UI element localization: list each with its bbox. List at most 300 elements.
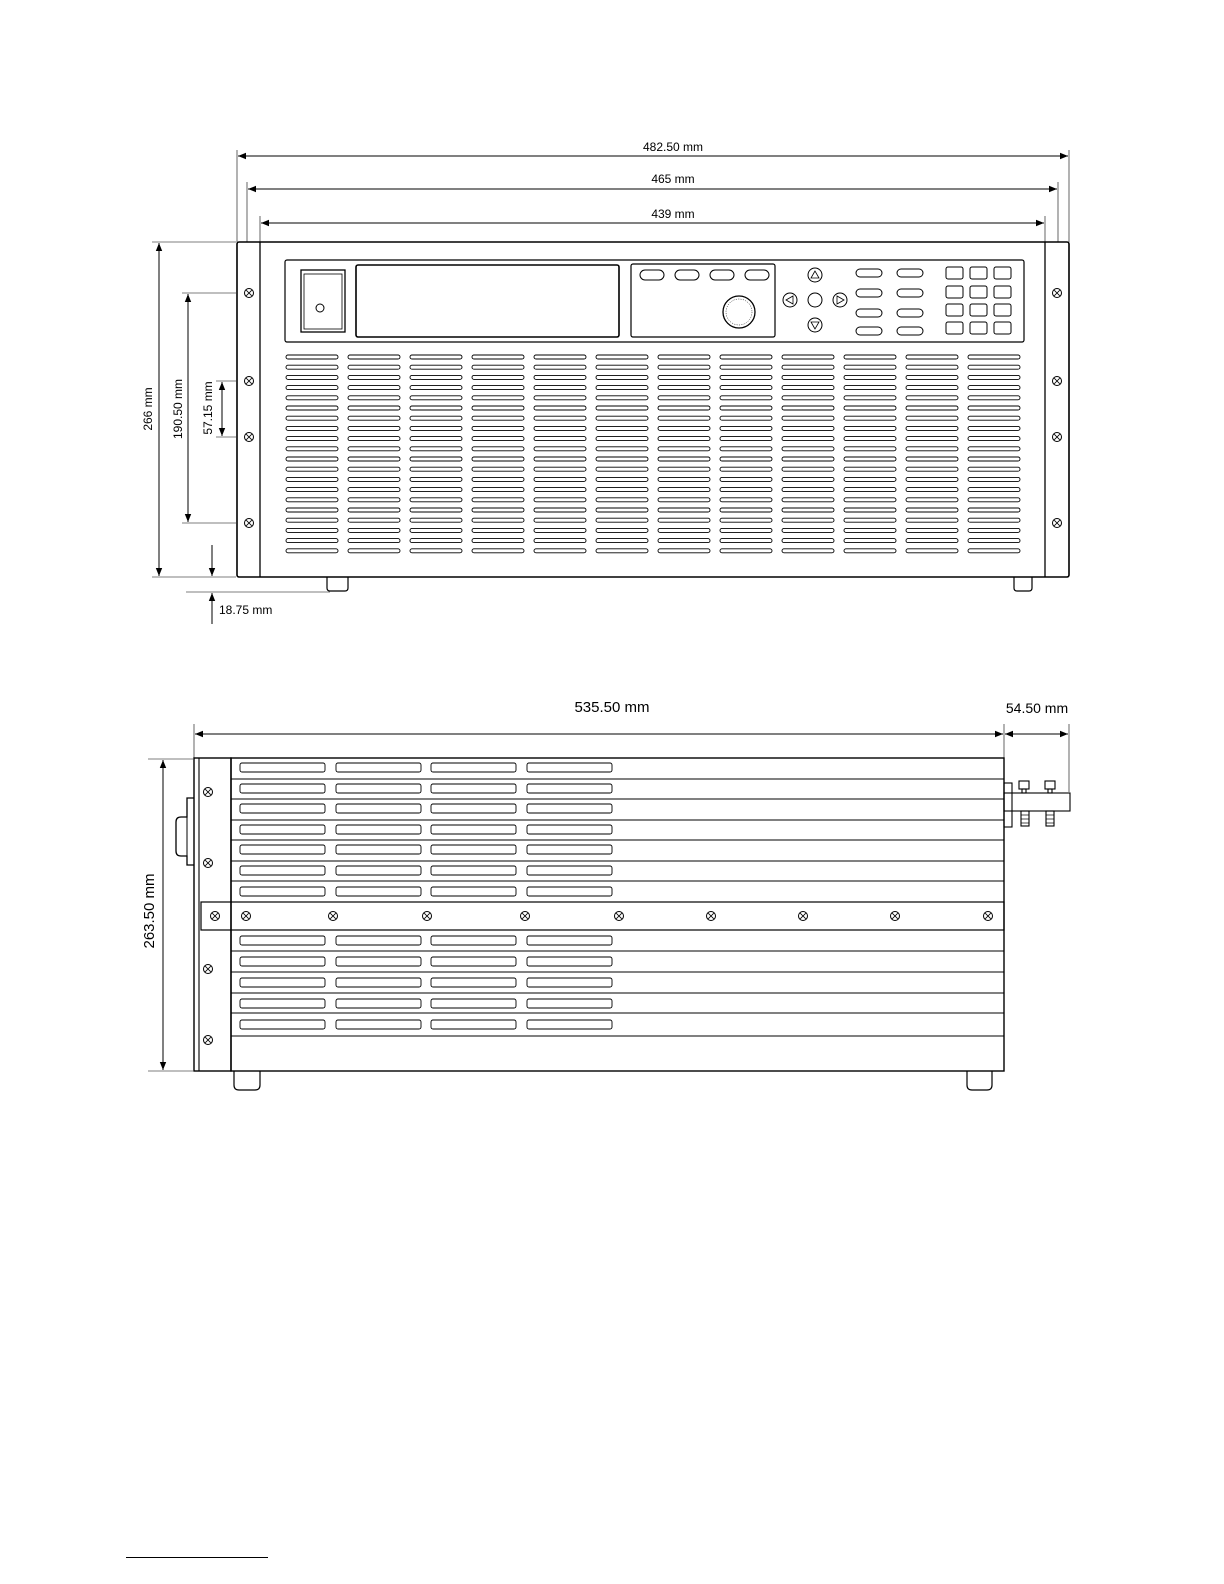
function-key-button bbox=[856, 327, 882, 335]
vent-slot bbox=[596, 447, 648, 451]
depth-body-label: 535.50 mm bbox=[574, 699, 650, 716]
vent-slot bbox=[658, 549, 710, 553]
side-vent-slot bbox=[240, 763, 325, 772]
vent-slot bbox=[844, 528, 896, 532]
rail-screw-icon bbox=[891, 912, 900, 921]
vent-slot bbox=[534, 426, 586, 430]
side-vent-slot bbox=[431, 887, 516, 896]
side-vent-slot bbox=[240, 978, 325, 987]
vent-slot bbox=[596, 539, 648, 543]
vent-slot bbox=[286, 375, 338, 379]
vent-slot bbox=[286, 457, 338, 461]
vent-slot bbox=[906, 467, 958, 471]
vent-slot bbox=[534, 396, 586, 400]
side-vent-slot bbox=[240, 999, 325, 1008]
side-foot-right bbox=[967, 1071, 992, 1090]
footnote-separator bbox=[126, 1557, 268, 1558]
vent-slot bbox=[348, 528, 400, 532]
vent-slot bbox=[906, 437, 958, 441]
function-key-button bbox=[897, 269, 923, 277]
vent-slot bbox=[968, 447, 1020, 451]
vent-slot bbox=[472, 477, 524, 481]
vent-slot bbox=[782, 467, 834, 471]
vent-slot bbox=[782, 386, 834, 390]
width-total-label: 482.50 mm bbox=[642, 140, 704, 154]
ear-screw-icon bbox=[204, 859, 213, 868]
vent-slot bbox=[658, 365, 710, 369]
vent-slot bbox=[348, 406, 400, 410]
vent-slot bbox=[348, 416, 400, 420]
vent-slot bbox=[596, 386, 648, 390]
vent-slot bbox=[844, 355, 896, 359]
rotary-knob bbox=[723, 296, 755, 328]
vent-slot bbox=[658, 447, 710, 451]
rail-screw-icon bbox=[521, 912, 530, 921]
numeric-key-button bbox=[994, 322, 1011, 334]
vent-slot bbox=[286, 508, 338, 512]
ear-screw-icon bbox=[204, 788, 213, 797]
control-panel-frame bbox=[285, 260, 1024, 342]
vent-slot bbox=[472, 467, 524, 471]
side-vent-slot bbox=[431, 804, 516, 813]
vent-slot bbox=[534, 528, 586, 532]
vent-slot bbox=[906, 416, 958, 420]
vent-slot bbox=[410, 416, 462, 420]
vent-slot bbox=[720, 365, 772, 369]
vent-slot bbox=[906, 426, 958, 430]
vent-slot bbox=[534, 477, 586, 481]
vent-slot bbox=[534, 355, 586, 359]
vent-slot bbox=[472, 386, 524, 390]
vent-slot bbox=[782, 539, 834, 543]
vent-slot bbox=[844, 498, 896, 502]
vent-slot bbox=[286, 539, 338, 543]
function-key-button bbox=[856, 269, 882, 277]
vent-slot bbox=[286, 518, 338, 522]
vent-slot bbox=[720, 508, 772, 512]
side-vent-slot bbox=[431, 999, 516, 1008]
vent-slot bbox=[720, 416, 772, 420]
side-vent-slot bbox=[240, 784, 325, 793]
vent-slot bbox=[906, 518, 958, 522]
vent-slot bbox=[410, 406, 462, 410]
softkey-button bbox=[675, 270, 699, 280]
vent-slot bbox=[782, 396, 834, 400]
vent-slot bbox=[596, 406, 648, 410]
vent-slot bbox=[410, 498, 462, 502]
vent-slot bbox=[348, 508, 400, 512]
vent-slot bbox=[844, 477, 896, 481]
vent-slot bbox=[348, 426, 400, 430]
vent-slot bbox=[720, 518, 772, 522]
power-switch-housing bbox=[301, 270, 345, 332]
front-panel-outline bbox=[237, 242, 1069, 577]
vent-slot bbox=[720, 386, 772, 390]
vent-slot bbox=[286, 406, 338, 410]
side-vent-slot bbox=[527, 866, 612, 875]
vent-slot bbox=[968, 365, 1020, 369]
side-vent-slot bbox=[336, 763, 421, 772]
vent-slot bbox=[968, 386, 1020, 390]
vent-slot bbox=[844, 518, 896, 522]
vent-slot bbox=[596, 467, 648, 471]
vent-slot bbox=[968, 426, 1020, 430]
vent-slot bbox=[286, 549, 338, 553]
vent-slot bbox=[472, 508, 524, 512]
side-vent-slot bbox=[336, 887, 421, 896]
vent-slot bbox=[472, 498, 524, 502]
rack-screw-icon bbox=[245, 519, 254, 528]
vent-slot bbox=[410, 447, 462, 451]
vent-slot bbox=[596, 396, 648, 400]
vent-slot bbox=[658, 406, 710, 410]
hole-spacing-outer-label: 190.50 mm bbox=[171, 378, 185, 440]
side-vent-slot bbox=[336, 784, 421, 793]
handle bbox=[176, 798, 194, 865]
side-vent-slot bbox=[336, 1020, 421, 1029]
power-indicator-icon bbox=[316, 304, 324, 312]
vent-slot bbox=[906, 508, 958, 512]
vent-slot bbox=[658, 518, 710, 522]
vent-slot bbox=[782, 508, 834, 512]
side-vent-slot bbox=[336, 999, 421, 1008]
side-vent-slot bbox=[431, 825, 516, 834]
side-vent-slot bbox=[336, 866, 421, 875]
vent-slot bbox=[844, 416, 896, 420]
vent-slot bbox=[534, 416, 586, 420]
vent-slot bbox=[472, 528, 524, 532]
side-vent-slot bbox=[431, 978, 516, 987]
vent-slot bbox=[410, 477, 462, 481]
vent-slot bbox=[348, 447, 400, 451]
vent-slot bbox=[968, 396, 1020, 400]
vent-slot bbox=[472, 539, 524, 543]
front-foot-right bbox=[1014, 577, 1032, 591]
front-foot-left bbox=[327, 577, 348, 591]
vent-slot bbox=[472, 447, 524, 451]
vent-slot bbox=[348, 355, 400, 359]
vent-slot bbox=[534, 406, 586, 410]
vent-slot bbox=[410, 375, 462, 379]
vent-slot bbox=[844, 375, 896, 379]
side-vent-slot bbox=[240, 845, 325, 854]
vent-slot bbox=[472, 396, 524, 400]
side-vent-slot bbox=[431, 1020, 516, 1029]
vent-slot bbox=[348, 498, 400, 502]
side-vent-slot bbox=[240, 1020, 325, 1029]
vent-slot bbox=[720, 549, 772, 553]
side-vent-slot bbox=[431, 957, 516, 966]
vent-slot bbox=[968, 549, 1020, 553]
vent-slot bbox=[596, 426, 648, 430]
side-vent-slot bbox=[336, 936, 421, 945]
function-key-button bbox=[897, 309, 923, 317]
vent-slot bbox=[782, 498, 834, 502]
rail-screw-icon bbox=[242, 912, 251, 921]
vent-slot bbox=[658, 437, 710, 441]
vent-slot bbox=[658, 386, 710, 390]
vent-slot bbox=[968, 457, 1020, 461]
vent-slot bbox=[782, 488, 834, 492]
vent-slot bbox=[472, 437, 524, 441]
vent-slot bbox=[410, 518, 462, 522]
vent-slot bbox=[968, 375, 1020, 379]
vent-slot bbox=[968, 518, 1020, 522]
vent-slot bbox=[844, 396, 896, 400]
vent-slot bbox=[720, 375, 772, 379]
vent-slot bbox=[720, 396, 772, 400]
side-vent-slot bbox=[527, 887, 612, 896]
vent-slot bbox=[410, 396, 462, 400]
depth-terminals-label: 54.50 mm bbox=[1005, 700, 1069, 716]
vent-slot bbox=[720, 467, 772, 471]
rack-screw-icon bbox=[245, 289, 254, 298]
vent-slot bbox=[658, 488, 710, 492]
vent-slot bbox=[596, 498, 648, 502]
vent-slot bbox=[658, 396, 710, 400]
vent-slot bbox=[410, 426, 462, 430]
vent-slot bbox=[906, 447, 958, 451]
vent-slot bbox=[410, 365, 462, 369]
vent-slot bbox=[534, 488, 586, 492]
vent-slot bbox=[906, 355, 958, 359]
vent-slot bbox=[968, 416, 1020, 420]
softkey-button bbox=[745, 270, 769, 280]
side-vent-slot bbox=[240, 825, 325, 834]
vent-slot bbox=[348, 437, 400, 441]
vent-slot bbox=[720, 406, 772, 410]
vent-slot bbox=[596, 457, 648, 461]
vent-slot bbox=[286, 528, 338, 532]
vent-slot bbox=[844, 508, 896, 512]
vent-slot bbox=[286, 396, 338, 400]
vent-slot bbox=[534, 386, 586, 390]
vent-slot bbox=[348, 539, 400, 543]
vent-slot bbox=[658, 375, 710, 379]
function-key-button bbox=[897, 327, 923, 335]
vent-slot bbox=[720, 539, 772, 543]
vent-slot bbox=[472, 416, 524, 420]
vent-slot bbox=[534, 498, 586, 502]
vent-slot bbox=[844, 488, 896, 492]
vent-slot bbox=[596, 518, 648, 522]
arrow-down-button bbox=[808, 318, 822, 332]
vent-slot bbox=[410, 355, 462, 359]
vent-slot bbox=[534, 457, 586, 461]
vent-slot bbox=[782, 437, 834, 441]
vent-slot bbox=[782, 426, 834, 430]
softkey-button bbox=[640, 270, 664, 280]
rack-screw-icon bbox=[1053, 433, 1062, 442]
vent-slot bbox=[534, 447, 586, 451]
center-button bbox=[808, 293, 822, 307]
rail-screw-icon bbox=[707, 912, 716, 921]
vent-slot bbox=[410, 457, 462, 461]
side-vent-slot bbox=[431, 936, 516, 945]
vent-slot bbox=[968, 467, 1020, 471]
vent-slot bbox=[906, 488, 958, 492]
function-key-button bbox=[897, 289, 923, 297]
vent-slot bbox=[472, 426, 524, 430]
vent-slot bbox=[720, 477, 772, 481]
vent-slot bbox=[968, 437, 1020, 441]
vent-slot bbox=[844, 457, 896, 461]
side-vent-slot bbox=[431, 866, 516, 875]
vent-slot bbox=[472, 355, 524, 359]
arrow-left-button bbox=[783, 293, 797, 307]
arrow-up-button bbox=[808, 268, 822, 282]
vent-slot bbox=[906, 498, 958, 502]
vent-slot bbox=[410, 386, 462, 390]
vent-slot bbox=[658, 457, 710, 461]
vent-slot bbox=[410, 549, 462, 553]
rack-screw-icon bbox=[1053, 519, 1062, 528]
vent-slot bbox=[844, 406, 896, 410]
vent-slot bbox=[782, 447, 834, 451]
vent-slot bbox=[286, 386, 338, 390]
vent-slot bbox=[286, 447, 338, 451]
vent-slot bbox=[658, 416, 710, 420]
vent-slot bbox=[348, 549, 400, 553]
vent-slot bbox=[968, 539, 1020, 543]
vent-slot bbox=[844, 447, 896, 451]
vent-slot bbox=[906, 406, 958, 410]
numeric-key-button bbox=[970, 322, 987, 334]
vent-slot bbox=[720, 528, 772, 532]
width-body-label: 439 mm bbox=[651, 207, 695, 221]
vent-slot bbox=[286, 355, 338, 359]
output-terminals bbox=[1004, 781, 1070, 827]
vent-slot bbox=[720, 488, 772, 492]
vent-slot bbox=[844, 539, 896, 543]
vent-slot bbox=[658, 528, 710, 532]
vent-slot bbox=[348, 467, 400, 471]
rail-screw-icon bbox=[423, 912, 432, 921]
numeric-key-button bbox=[946, 286, 963, 298]
numeric-key-button bbox=[994, 286, 1011, 298]
side-vent-slot bbox=[431, 845, 516, 854]
side-vent-slot bbox=[527, 999, 612, 1008]
vent-slot bbox=[906, 477, 958, 481]
vent-slot bbox=[906, 457, 958, 461]
numeric-key-button bbox=[946, 304, 963, 316]
height-total-label: 266 mm bbox=[141, 387, 155, 431]
vent-slot bbox=[534, 508, 586, 512]
vent-slot bbox=[410, 437, 462, 441]
vent-slot bbox=[410, 488, 462, 492]
vent-slot bbox=[782, 518, 834, 522]
vent-slot bbox=[410, 528, 462, 532]
vent-slot bbox=[472, 406, 524, 410]
vent-slot bbox=[286, 488, 338, 492]
vent-slot bbox=[348, 477, 400, 481]
vent-slot bbox=[782, 457, 834, 461]
vent-slot bbox=[968, 498, 1020, 502]
vent-slot bbox=[286, 467, 338, 471]
vent-slot bbox=[782, 355, 834, 359]
vent-slot bbox=[906, 375, 958, 379]
vent-slot bbox=[906, 539, 958, 543]
vent-slot bbox=[658, 426, 710, 430]
vent-slot bbox=[906, 386, 958, 390]
rail-screw-icon bbox=[615, 912, 624, 921]
function-key-button bbox=[856, 309, 882, 317]
side-vent-slot bbox=[527, 763, 612, 772]
side-vent-slot bbox=[431, 784, 516, 793]
vent-slot bbox=[720, 457, 772, 461]
side-vent-slot bbox=[527, 936, 612, 945]
function-key-button bbox=[856, 289, 882, 297]
side-foot-left bbox=[234, 1071, 260, 1090]
side-height-label: 263.50 mm bbox=[141, 873, 158, 949]
vent-slot bbox=[534, 467, 586, 471]
vent-slot bbox=[782, 416, 834, 420]
width-mount-label: 465 mm bbox=[651, 172, 695, 186]
vent-slot bbox=[410, 467, 462, 471]
rack-screw-icon bbox=[245, 377, 254, 386]
vent-slot bbox=[596, 416, 648, 420]
vent-slot bbox=[968, 508, 1020, 512]
vent-slot bbox=[286, 365, 338, 369]
vent-slot bbox=[472, 457, 524, 461]
side-vent-slot bbox=[527, 978, 612, 987]
side-vent-slot bbox=[336, 825, 421, 834]
vent-slot bbox=[596, 365, 648, 369]
vent-slot bbox=[410, 508, 462, 512]
vent-slot bbox=[534, 437, 586, 441]
side-vent-slot bbox=[240, 866, 325, 875]
keypad-panel bbox=[631, 264, 775, 337]
vent-slot bbox=[348, 518, 400, 522]
rail-screw-icon bbox=[984, 912, 993, 921]
vent-slot bbox=[286, 477, 338, 481]
vent-slot bbox=[720, 498, 772, 502]
vent-slot bbox=[906, 365, 958, 369]
vent-slot bbox=[410, 539, 462, 543]
vent-slot bbox=[782, 406, 834, 410]
vent-slot bbox=[782, 375, 834, 379]
power-switch bbox=[304, 274, 342, 329]
vent-slot bbox=[596, 355, 648, 359]
vent-slot bbox=[534, 518, 586, 522]
numeric-key-button bbox=[946, 322, 963, 334]
vent-slot bbox=[472, 518, 524, 522]
side-vent-slot bbox=[240, 887, 325, 896]
rail-screw-icon bbox=[211, 912, 220, 921]
numeric-key-button bbox=[946, 267, 963, 279]
side-vent-slot bbox=[240, 936, 325, 945]
side-vent-slot bbox=[240, 804, 325, 813]
vent-slot bbox=[968, 528, 1020, 532]
side-vent-slot bbox=[527, 957, 612, 966]
vent-slot bbox=[968, 355, 1020, 359]
vent-slot bbox=[658, 539, 710, 543]
vent-slot bbox=[286, 437, 338, 441]
foot-offset-label: 18.75 mm bbox=[219, 603, 273, 617]
side-vent-slot bbox=[527, 804, 612, 813]
side-vent-slot bbox=[527, 1020, 612, 1029]
vent-slot bbox=[844, 437, 896, 441]
numeric-key-button bbox=[994, 304, 1011, 316]
side-vent-slot bbox=[336, 804, 421, 813]
vent-slot bbox=[906, 549, 958, 553]
vent-slot bbox=[596, 528, 648, 532]
vent-slot bbox=[534, 549, 586, 553]
vent-slot bbox=[596, 477, 648, 481]
vent-slot bbox=[844, 426, 896, 430]
side-vent-slot bbox=[527, 784, 612, 793]
side-vent-slot bbox=[527, 845, 612, 854]
